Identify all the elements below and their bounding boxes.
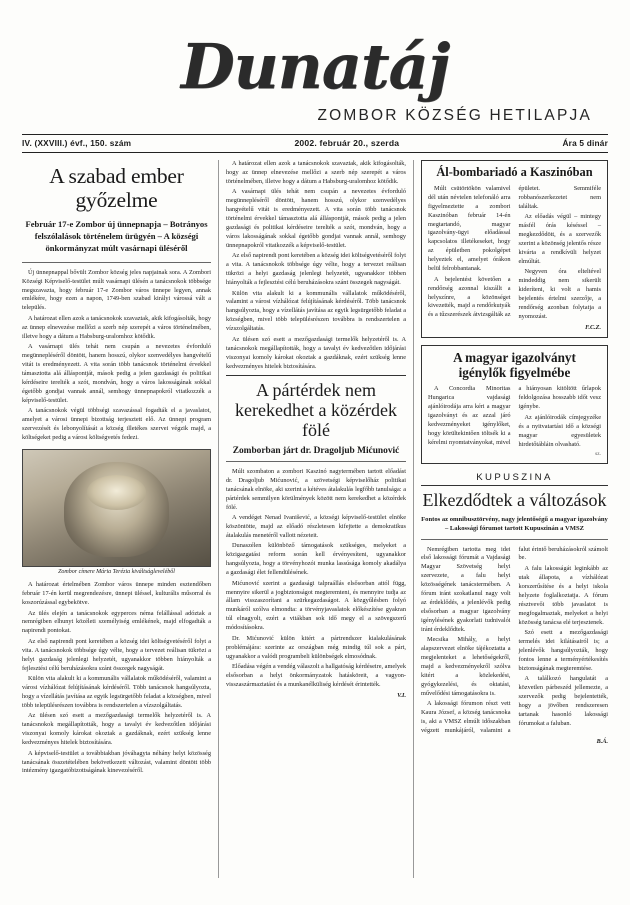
paragraph: Az első napirendi pont keretében a község idei költségvetéséről folyt a vita. A tanácsnokok többsége úgy vélte, hogy a tervezet reálisan tükrözi a helyi gazdaság jelenlegi helyzetét, ugyanakkor többen hiányolták a fejlesztési célú beruházásokra szánt összegek nagyságát. xyxy=(226,252,406,287)
igazolvany-box xyxy=(421,345,608,464)
paragraph: A képviselő-testület a továbbiakban jóváhagyta néhány helyi közösség tanácsának összetételében bekövetkezett változást, valamint döntött több intézmény igazgatóbizottságának kinevezéséről. xyxy=(22,749,211,775)
paragraph: Mićunović szerint a gazdasági talpraállás elsősorban attól függ, mennyire sikerül a jogbiztonságot megteremteni, és mennyire tudja az állam visszaszorítani a szürkegazdaságot. A közgyűlésben folyó munkáról szólva elmondta: a törvényjavaslatok előkészítése gyakran túl elnagyolt, ezért a vitákban sok idő megy el a szövegszerű módosításokra. xyxy=(226,579,406,632)
paragraph: A határozat ellen azok a tanácsnokok szavaztak, akik kifogásolták, hogy az ünnep elnevezése mellőzi a szerb nép szerepét a város történelmében, illetve hogy a dátum a Habsburg-uralomhoz kötődik. xyxy=(22,314,211,340)
paragraph: Mecsika Mihály, a helyi alapszervezet elnöke tájékoztatta a megjelenteket a lehetőségekről, majd a kedvezményekről szólva kitért a közlekedési, gyógykezelési, és oktatási, művelődési támogatásokra is. xyxy=(421,636,511,698)
lead-body-left xyxy=(22,269,211,443)
kaszino-box xyxy=(421,160,608,338)
paragraph: Az ülésen szó esett a mezőgazdasági termelők helyzetéről is. A tanácsnokok megállapították, hogy a tavalyi év kedvezőtlen időjárási viszonyai komoly károkat okoztak a gazdáknak, ezért szükség lenne kedvezményes hitelek biztosítására. xyxy=(226,335,406,370)
igazolvany-headline: A magyar igazolványt igénylők figyelmébe xyxy=(453,349,576,380)
paragraph: Az ülésen szó esett a mezőgazdasági termelők helyzetéről is. A tanácsnokok megállapították, hogy a tavalyi év kedvezőtlen időjárási viszonyai komoly károkat okoztak a gazdáknak, ezért szükség lenne kedvezményes hitelek biztosítására. xyxy=(22,712,211,747)
igazolvany-byline: sz. xyxy=(595,450,601,457)
party-subhead: Zomborban járt dr. Dragoljub Mićunović xyxy=(232,445,400,456)
column-left xyxy=(22,160,218,878)
party-rule xyxy=(226,461,406,462)
paragraph: A lakossági fórumon részt vett Kaura József, a község tanácsnoka is, aki a VMSZ elmúlt időszakban végzett munkájáról, valamint a falut érintő beruházásokról számolt be. xyxy=(421,545,608,735)
paragraph: Külön vita alakult ki a kommunális vállalatok működéséről, valamint a városi vízhálózat felújításának kérdéséről. Több tanácsnok hangsúlyozta, hogy a vízellátás javítása az egyik legsürgetőbb feladat a községben, mivel több településrészen továbbra is rendszertelen a vízszolgáltatás. xyxy=(226,289,406,333)
paragraph: A találkozó hangulatát a közvetlen párbeszéd jellemezte, a szervezők pedig bejelentették, hogy a jövőben rendszeresen tartanak hasonló lakossági fórumokat a faluban. xyxy=(518,675,608,727)
lead-photo-block xyxy=(22,449,211,577)
paragraph: Az ülés elején a tanácsnokok egyperces néma felállással adóztak a nemrégiben elhunyt közéleti személyiség emlékének, majd elfogadták a napirendi pontokat. xyxy=(22,609,211,635)
lead-body-left-cont xyxy=(22,581,211,776)
paragraph: Az előadás végül – mintegy másfél órás késéssel – megkezdődött, és a szervezők szerint a közönség jelentős része kivárta a rendkívüli helyzet elmúltát. xyxy=(518,213,601,265)
party-article xyxy=(226,381,406,698)
kaszino-headline: Ál-bombariadó a Kaszinóban xyxy=(436,164,593,179)
section-rule xyxy=(226,375,406,376)
paragraph: A vasárnapi ülés tehát nem csupán a nevezetes évforduló megünnepléséről döntött, hanem hosszú, olykor szenvedélyes hangvételű vitát is eredményezett. A vita során több tanácsnok történelmi érvekkel támasztotta alá álláspontját, mások pedig a jelen gazdasági és politikai kérdéseire terelték a szót, mondván, hogy a város lakosságának sokkal égetőbb gondjai vannak annál, semhogy ünnepnapokról vitatkozzék a képviselő-testület. xyxy=(22,343,211,404)
kupuszina-rule xyxy=(421,539,608,540)
paragraph: A határozat ellen azok a tanácsnokok szavaztak, akik kifogásolták, hogy az ünnep elnevezése mellőzi a szerb nép szerepét a város történelmében, illetve hogy a dátum a Habsburg-uralomhoz kötődik. xyxy=(226,159,406,185)
paragraph: Nemrégiben tartotta meg idei első lakossági fórumát a Vajdasági Magyar Szövetség helyi szervezete, a falu helyi közösségének tanácstermében. A fórum iránt szokatlanul nagy volt az érdeklődés, a jelenlévők pedig elsősorban a magyar igazolvány igénylésének gyakorlati tudnivalói iránt érdeklődtek. xyxy=(421,545,511,633)
lead-article xyxy=(22,164,211,777)
paragraph: Múlt csütörtökön valamivel dél után névtelen telefonáló arra figyelmeztette a zombori Kaszinóban február 14-én megtartandó, magyar igazolvány-ügyi előadással kapcsolatos illetékeseket, hogy az épületben pokolgépet helyeztek el, amelyet órákon belül felrobbantanak. xyxy=(428,184,511,273)
paragraph: Előadása végén a vendég válaszolt a hallgatóság kérdéseire, amelyek elsősorban a helyi önkormányzatok hatásköreit, a vagyon-visszaszármaztatást és a munkanélküliség kérdését érintették. xyxy=(226,663,406,688)
paragraph: Az ajánlóirodák címjegyzéke és a nyitvatartási idő a községi magyar egyesületek hirdetőtábláin olvasható. xyxy=(518,413,601,448)
lead-deck: Február 17-e Zombor új ünnepnapja – Botrányos felszólalások történelem ürügyén – A községi önkormányzat múlt vasárnapi üléséről xyxy=(25,219,208,253)
content-columns xyxy=(22,160,608,878)
paragraph: Új ünnepnappal bővült Zombor község jeles napjainak sora. A Zombori Községi Képviselő-testület múlt vasárnapi ülésén a tanácsnokok többsége megszavazta, hogy február 17-e Zombor város ünnepe legyen, annak emlékére, hogy ezen a napon, 1749-ben szabad királyi várossá vált a település. xyxy=(22,268,211,312)
paragraph: Az első napirendi pont keretében a község idei költségvetéséről folyt a vita. A tanácsnokok többsége úgy vélte, hogy a tervezet reálisan tükrözi a helyi gazdaság jelenlegi helyzetét, ugyanakkor többen hiányolták a fejlesztési célú beruházásokra szánt összegek nagyságát. xyxy=(22,637,211,672)
kaszino-byline: F.C.Z. xyxy=(585,323,601,331)
kupuszina-headline: Elkezdődtek a változások xyxy=(422,489,607,510)
paragraph: A vendéget Nenad Ivanišević, a községi képviselő-testület elnöke köszöntötte, majd az előadó részletesen kifejtette a demokratikus átalakulás menetéről vallott nézeteit. xyxy=(226,514,406,539)
folio-line xyxy=(22,138,608,148)
folio-rule xyxy=(22,152,608,153)
folio-price: Ára 5 dinár xyxy=(562,138,608,149)
party-body xyxy=(226,468,406,690)
coat-of-arms-photo xyxy=(22,449,211,567)
paragraph: A vasárnapi ülés tehát nem csupán a nevezetes évforduló megünnepléséről döntött, hanem hosszú, olykor szenvedélyes hangvételű vitát is eredményezett. A vita során több tanácsnok történelmi érvekkel támasztotta alá álláspontját, mások pedig a jelen gazdasági és politikai kérdéseire terelték a szót, mondván, hogy a város lakosságának sokkal égetőbb gondjai vannak annál, semhogy ünnepnapokról vitatkozzék a képviselő-testület. xyxy=(226,188,406,249)
paragraph: A bejelentést követően a rendőrség azonnal kiszállt a helyszínre, a közönséget kivezették, majd a rendőrkutyák és a tűzszerészek átvizsgálták az épületet. Semmiféle robbanószerkezetet nem találtak. xyxy=(428,184,601,319)
kupuszina-deck: Fontos az omnibusztörvény, nagy jelentőségű a magyar igazolvány – Lakossági fórumot tartott Kupuszinán a VMSZ xyxy=(421,515,608,532)
paragraph: Külön vita alakult ki a kommunális vállalatok működéséről, valamint a városi vízhálózat felújításának kérdéséről. Több tanácsnok hangsúlyozta, hogy a vízellátás javítása az egyik legsürgetőbb feladat a községben, mivel több településrészen továbbra is rendszertelen a vízszolgáltatás. xyxy=(22,675,211,709)
paragraph: Múlt szombaton a zombori Kaszinó nagytermében tartott előadást dr. Dragoljub Mićunović, a szövetségi képviselőház politikai tanácsának elnöke, aki szerint a kétéves átalakulás legfőbb tanulsága: a pártérdek semmilyen körülmények között nem kerekedhet a közérdek fölé. xyxy=(226,467,406,511)
paragraph: A Concordia Minoritas Hungarica vajdasági ajánlóirodája arra kéri a magyar igazolványt és az azzal járó kedvezményeket igénylőket, hogy körültekintően töltsék ki a kérelmi nyomtatványokat, mivel a hiányosan kitöltött űrlapok feldolgozása hosszabb időt vesz igénybe. xyxy=(428,385,601,447)
column-right xyxy=(414,160,608,878)
kupuszina-kicker: KUPUSZINA xyxy=(421,472,608,486)
party-byline: V.I. xyxy=(397,691,406,699)
column-middle xyxy=(218,160,414,878)
kupuszina-byline: B.Á. xyxy=(596,738,608,746)
kupuszina-body xyxy=(421,546,608,737)
paragraph: A tanácsnokok végül többségi szavazással fogadták el a javaslatot, amelyet a városi ünnepi bizottság terjesztett elő. Az ünnepi program szervezését és lebonyolítását a község illetékes szervei végzik majd, a költségeket pedig a városi költségvetés fedezi. xyxy=(22,407,211,441)
lead-body-middle xyxy=(226,160,406,372)
kupuszina-article xyxy=(421,472,608,745)
lead-headline: A szabad ember győzelme xyxy=(49,163,184,212)
lead-rule xyxy=(22,262,211,263)
masthead-subtitle: ZOMBOR KÖZSÉG HETILAPJA xyxy=(317,106,592,124)
igazolvany-body xyxy=(428,385,601,449)
paragraph: Dr. Mićunović külön kitért a pártrendszer kialakulásának problémájára: szerinte az országban még mindig túl sok a párt, ugyanakkor a valódi programbeli különbségek elmosódnak. xyxy=(226,634,406,660)
party-headline: A pártérdek nem kerekedhet a közérdek fölé xyxy=(235,380,397,441)
paragraph: Dunaszélen különböző támogatások szükséges, melyeket a közigazgatási reform során kell érvényesíteni, ugyanakkor hangsúlyozta, hogy a törvényhozói munka lassúsága komoly akadálya a gazdasági élet fellendülésének. xyxy=(226,542,406,577)
folio-issue: IV. (XXVIII.) évf., 150. szám xyxy=(22,138,132,149)
folio-date: 2002. február 20., szerda xyxy=(294,138,400,149)
masthead xyxy=(0,0,630,125)
paragraph: A falu lakosságát leginkább az utak állapota, a vízhálózat korszerűsítése és a helyi iskola helyzete foglalkoztatja. A fórum résztvevői több javaslatot is megfogalmaztak, melyeket a helyi közösség tanácsa elé terjesztenek. xyxy=(518,564,608,626)
kaszino-body xyxy=(428,185,601,322)
photo-caption: Zombor címere Mária Terézia kiváltságleveléből xyxy=(58,569,175,576)
masthead-rule xyxy=(22,134,608,135)
paragraph: Szó esett a mezőgazdasági termelés idei kilátásairól is; a jelenlévők hangsúlyozták, hogy fontos lenne a terményértékesítés biztonságának megteremtése. xyxy=(518,628,608,672)
newspaper-title: Dunatáj xyxy=(180,30,450,103)
paragraph: A határozat értelmében Zombor város ünnepe minden esztendőben február 17-én kerül megrendezésre, ünnepi üléssel, kulturális műsorral és koszorúzással egybekötve. xyxy=(22,581,211,607)
paragraph: Negyven óra elteltével mindeddig nem sikerült kideríteni, ki volt a hamis bejelentés értelmi szerzője, a rendőrség azonban folytatja a nyomozást. xyxy=(518,268,601,320)
